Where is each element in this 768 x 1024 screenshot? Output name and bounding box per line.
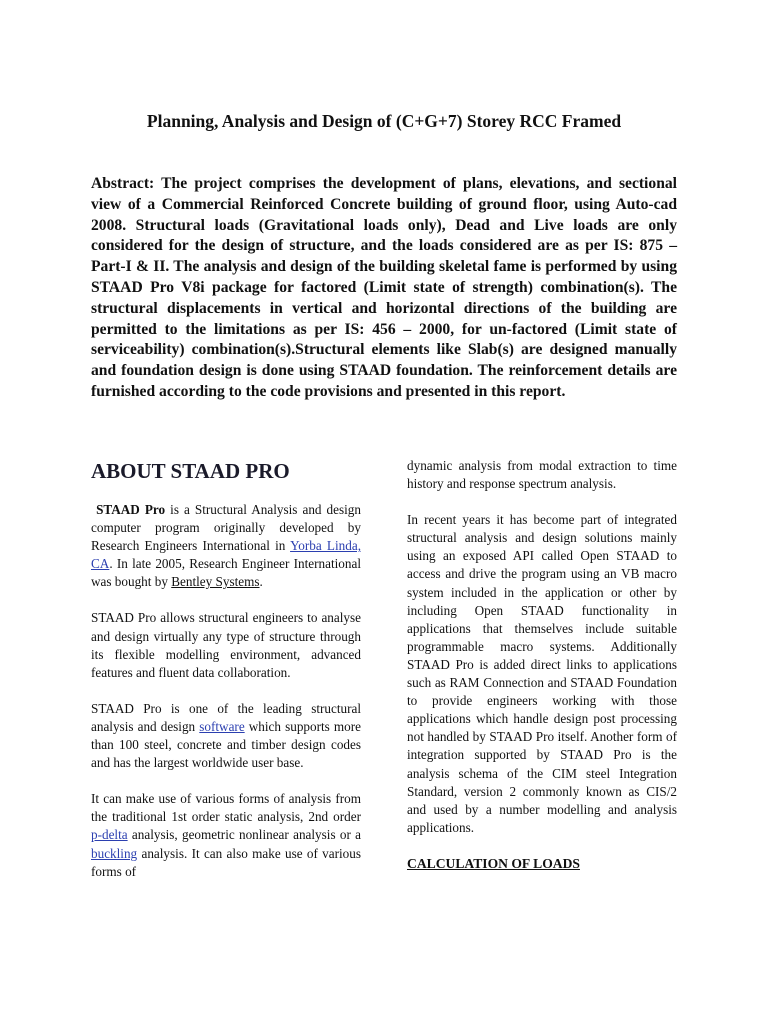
paragraph-dynamic-analysis: dynamic analysis from modal extraction to time history and response spectrum analysis. bbox=[407, 458, 677, 492]
section-heading-calculation-of-loads: CALCULATION OF LOADS bbox=[407, 855, 580, 871]
leading-text-b: which supports more than 100 steel, concrete and timber design codes and has the largest worldwide user base. bbox=[91, 718, 361, 771]
paragraph-staad-capabilities: STAAD Pro allows structural engineers to analyse and design virtually any type of structure through its flexible modelling environment, advanced features and fluent data collaboration. bbox=[91, 610, 361, 680]
staad-pro-bold: STAAD Pro bbox=[96, 502, 166, 517]
forms-text-c: analysis. It can also make use of various forms of bbox=[91, 845, 361, 879]
software-link[interactable]: software bbox=[199, 718, 245, 734]
section-heading-about-staad-pro: ABOUT STAAD PRO bbox=[91, 459, 290, 483]
paragraph-analysis-forms bbox=[91, 790, 361, 880]
abstract-paragraph: Abstract: The project comprises the development of plans, elevations, and sectional view of a Commercial Reinforced Concrete building of ground floor, using Auto-cad 2008. Structural loads (Gravitational loads only), Dead and Live loads are only considered for the design of structure, and the loads considered are as per IS: 875 – Part-I & II. The analysis and design of the building skeletal fame is performed by using STAAD Pro V8i package for factored (Limit state of strength) combination(s). The structural displacements in vertical and horizontal directions of the building are permitted to the limitations as per IS: 456 – 2000, for un-factored (Limit state of serviceability) combination(s).Structural elements like Slab(s) are designed manually and foundation design is done using STAAD foundation. The reinforcement details are furnished according to the code provisions and presented in this report. bbox=[91, 175, 677, 400]
forms-text-b: analysis, geometric nonlinear analysis or a bbox=[127, 827, 361, 843]
paragraph-staad-leading bbox=[91, 700, 361, 772]
intro-text-b: . In late 2005, Research Engineer International was bought by bbox=[91, 556, 361, 590]
leading-text-a: STAAD Pro is one of the leading structural analysis and design bbox=[91, 700, 361, 734]
bentley-systems-link[interactable]: Bentley Systems bbox=[171, 574, 260, 590]
paragraph-integration: In recent years it has become part of integrated structural analysis and design solutions mainly using an exposed API called Open STAAD to access and drive the program using an VB macro system included in the application or other by including Open STAAD functionality in applications that themselves include suitable programmable macro systems. Additionally STAAD Pro is added direct links to applications such as RAM Connection and STAAD Foundation to provide engineers working with those applications which handle design post processing not handled by STAAD Pro itself. Another form of integration supported by STAAD Pro is the analysis schema of the CIM steel Integration Standard, version 2 commonly known as CIS/2 and used by a number modelling and analysis applications. bbox=[407, 512, 677, 835]
intro-text-c: . bbox=[259, 574, 263, 590]
yorba-linda-link[interactable]: Yorba Linda, CA bbox=[91, 538, 361, 572]
paragraph-staad-intro bbox=[91, 501, 361, 591]
forms-text-a: It can make use of various forms of analysis from the traditional 1st order static analysis, 2nd order bbox=[91, 791, 361, 825]
document-title: Planning, Analysis and Design of (C+G+7) Storey RCC Framed bbox=[146, 111, 622, 131]
left-column bbox=[91, 457, 361, 899]
right-column bbox=[407, 457, 677, 873]
intro-text-a: is a Structural Analysis and design computer program originally developed by Research Engineers International in bbox=[91, 502, 361, 554]
p-delta-link[interactable]: p-delta bbox=[91, 827, 128, 843]
buckling-link[interactable]: buckling bbox=[91, 845, 138, 861]
